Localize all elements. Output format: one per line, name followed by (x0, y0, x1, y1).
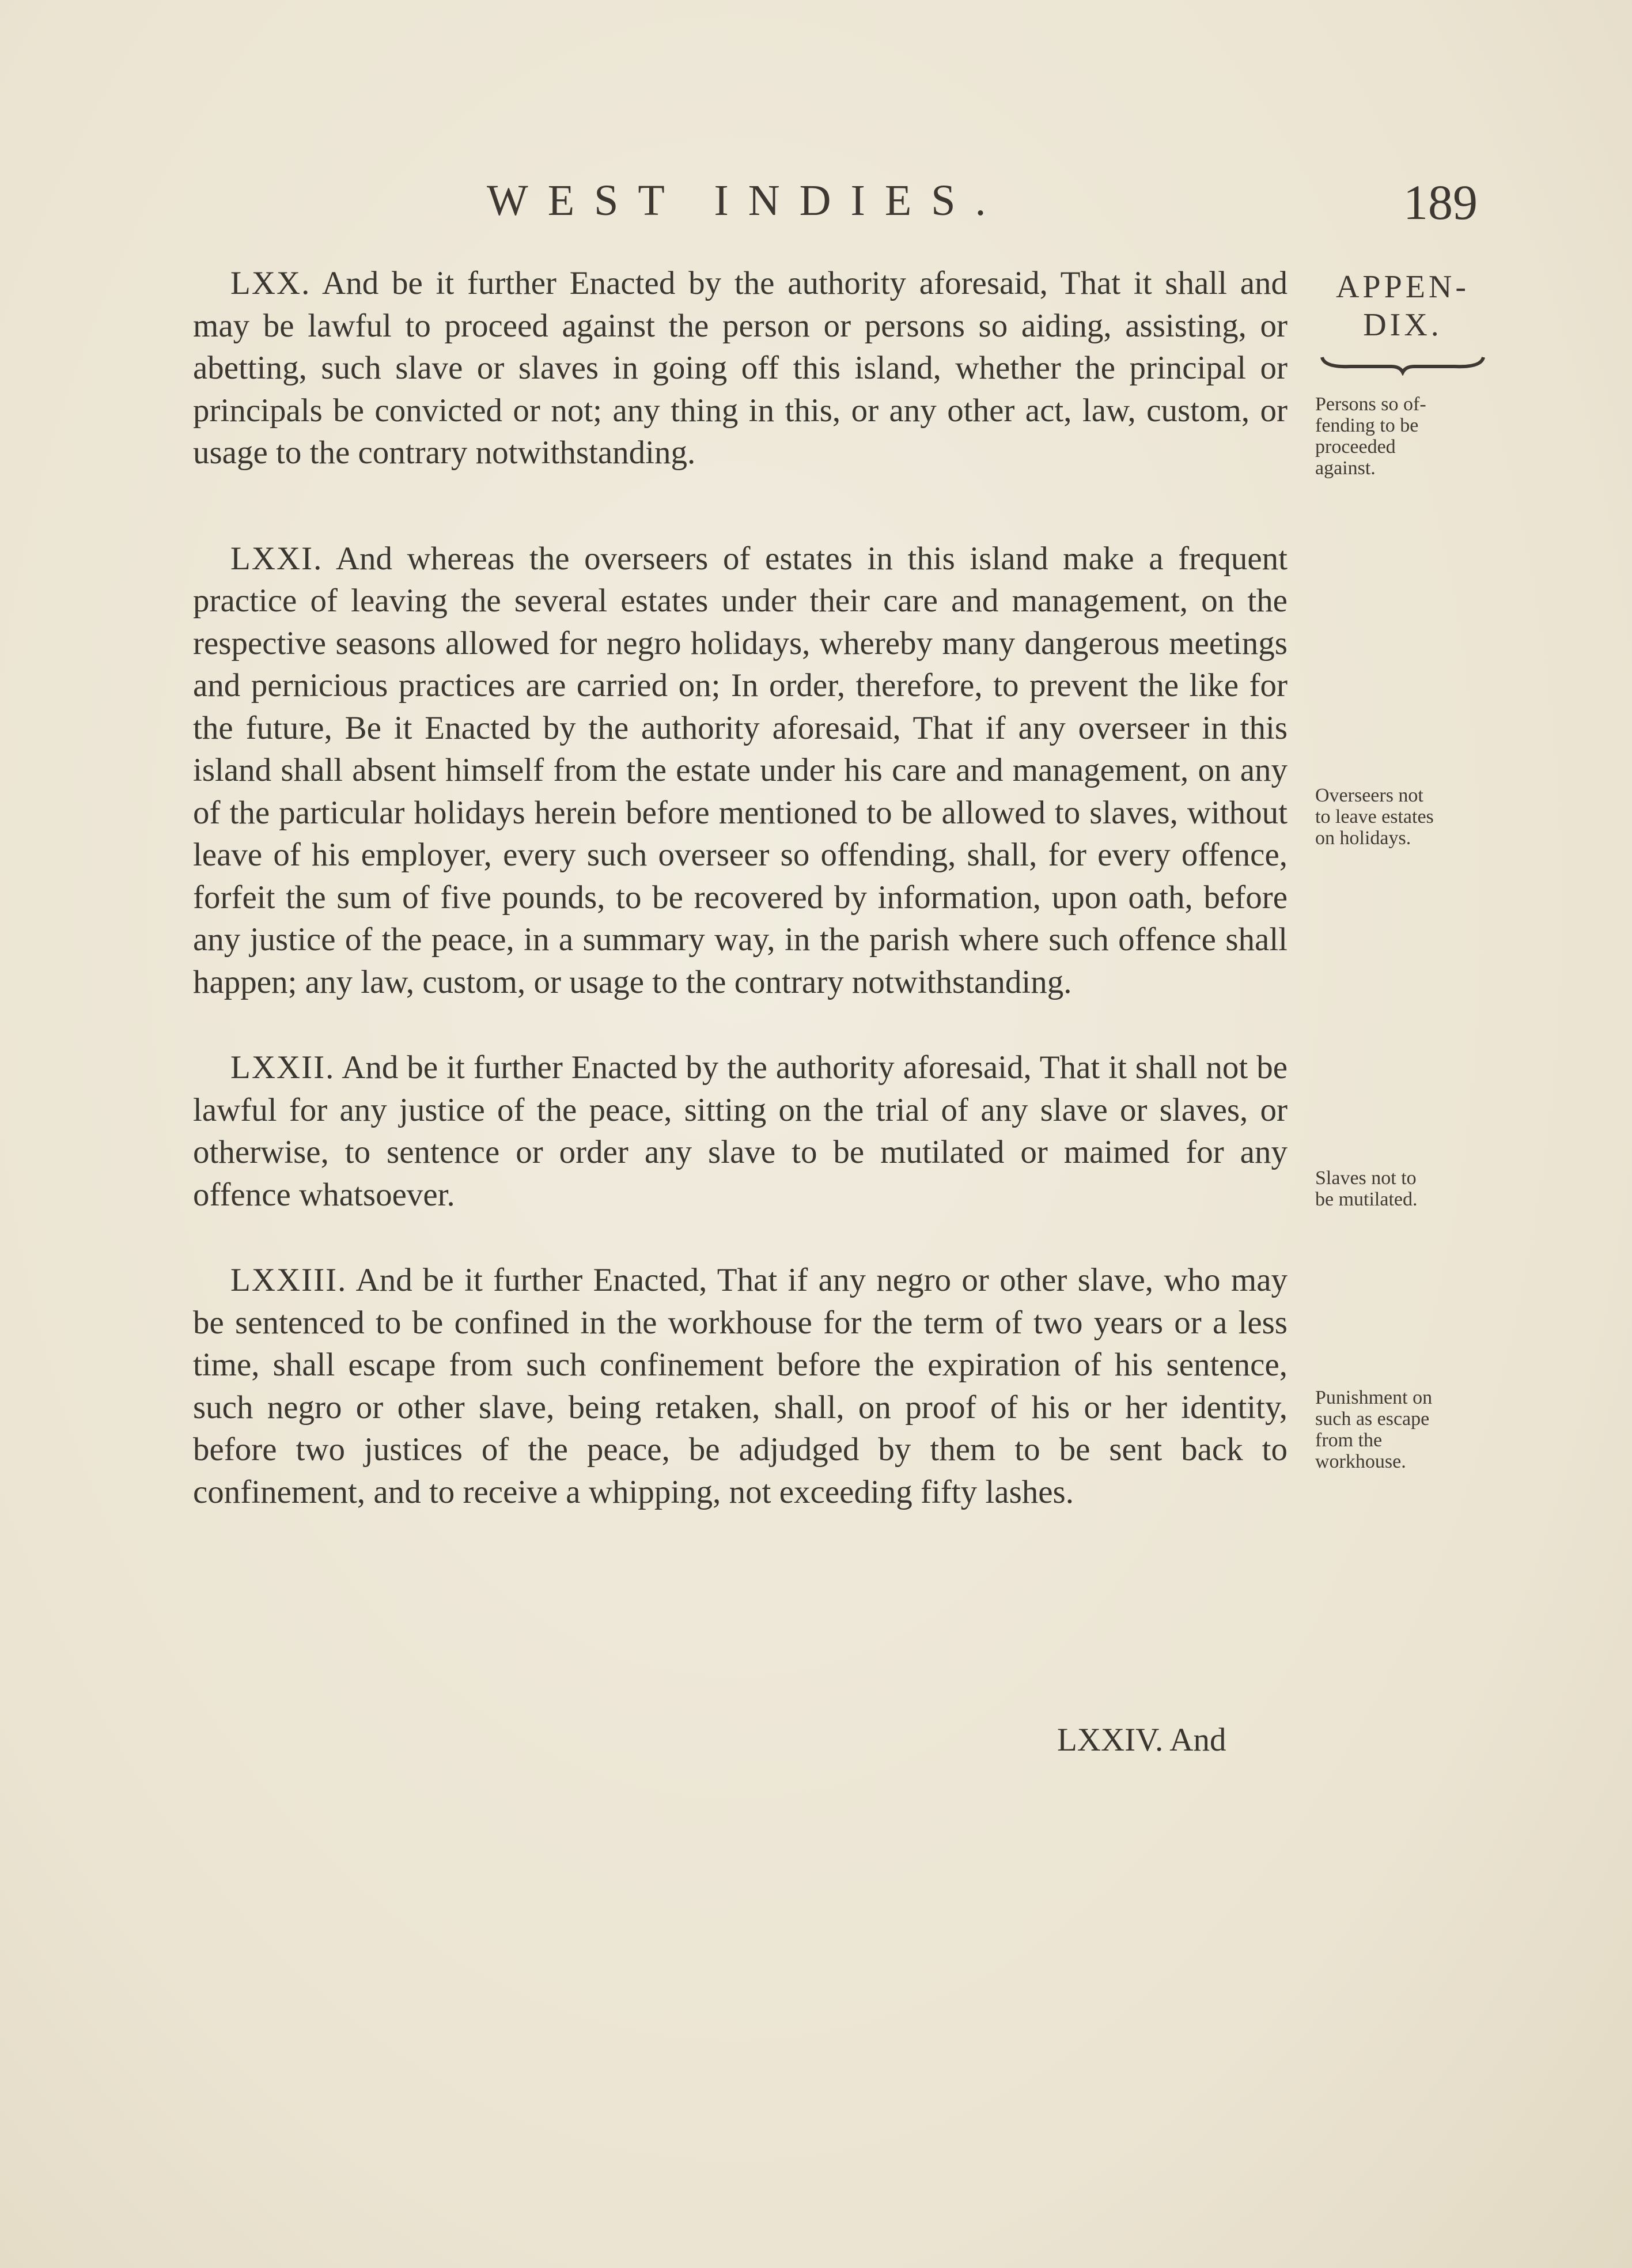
margin-note-line: Overseers not (1315, 785, 1423, 806)
margin-note-line: proceeded (1315, 436, 1396, 458)
brace-ornament (1316, 353, 1489, 376)
margin-note-line: against. (1315, 458, 1376, 479)
section-number: LXXII. (230, 1049, 335, 1086)
margin-note-line: such as escape (1315, 1408, 1430, 1430)
section-text: And be it further Enacted, That if any negro or other slave, who may be sentenced to be confined in the workhouse for the term of two years or a less time, shall escape from such confinement before the expiration of his sentence, such negro or other slave, being retaken, shall, on proof of his or her identity, before two justices of the peace, be adjudged by them to be sent back to confinement, and to receive a whipping, not exceeding fifty lashes. (193, 1262, 1288, 1510)
section-number: LXX. (230, 265, 311, 301)
margin-note (1315, 1167, 1488, 1210)
appendix-label-line: APPEN- (1335, 269, 1470, 305)
margin-note-line: workhouse. (1315, 1451, 1406, 1472)
margin-note-line: fending to be (1315, 415, 1419, 436)
section-paragraph (193, 1259, 1288, 1513)
appendix-label (1316, 268, 1489, 344)
appendix-label-line: DIX. (1363, 307, 1442, 343)
margin-note-line: be mutilated. (1315, 1189, 1418, 1210)
page-number: 189 (1403, 175, 1478, 230)
section-text: And whereas the overseers of estates in this island make a frequent practice of leaving the several estates under their care and management, on the respective seasons allowed for negro holidays, whereby many dangerous meetings and pernicious practices are carried on; In order, therefore, to prevent the like for the future, Be it Enacted by the authority aforesaid, That if any overseer in this island shall absent himself from the estate under his care and management, on any of the particular holidays herein before mentioned to be allowed to slaves, without leave of his employer, every such overseer so offending, shall, for every offence, forfeit the sum of five pounds, to be recovered by information, upon oath, before any justice of the peace, in a summary way, in the parish where such offence shall happen; any law, custom, or usage to the contrary notwithstanding. (193, 540, 1288, 1000)
running-head: WEST INDIES. (487, 176, 1006, 225)
margin-note-line: to leave estates (1315, 806, 1434, 827)
section-text: And be it further Enacted by the authority aforesaid, That it shall not be lawful for any justice of the peace, sitting on the trial of any slave or slaves, or otherwise, to sentence or order any slave to be mutilated or maimed for any offence whatsoever. (193, 1049, 1288, 1213)
margin-note-line: Punishment on (1315, 1387, 1433, 1408)
margin-note-line: Persons so of- (1315, 394, 1426, 415)
page-body (193, 262, 1288, 1556)
margin-note (1315, 1387, 1488, 1472)
margin-note-line: on holidays. (1315, 827, 1411, 849)
margin-note-line: Slaves not to (1315, 1167, 1417, 1189)
section-paragraph (193, 1046, 1288, 1216)
margin-note (1315, 394, 1488, 479)
section-paragraph (193, 538, 1288, 1004)
margin-note (1315, 785, 1488, 849)
page-header (193, 176, 1478, 239)
catchword: LXXIV. And (1057, 1722, 1226, 1758)
section-paragraph (193, 262, 1288, 474)
section-number: LXXI. (230, 540, 323, 577)
section-number: LXXIII. (230, 1262, 347, 1298)
section-text: And be it further Enacted by the authority aforesaid, That it shall and may be lawful to proceed against the person or persons so aiding, assisting, or abetting, such slave or slaves in going off this island, whether the principal or principals be convicted or not; any thing in this, or any other act, law, custom, or usage to the contrary notwithstanding. (193, 265, 1288, 471)
margin-note-line: from the (1315, 1430, 1383, 1451)
